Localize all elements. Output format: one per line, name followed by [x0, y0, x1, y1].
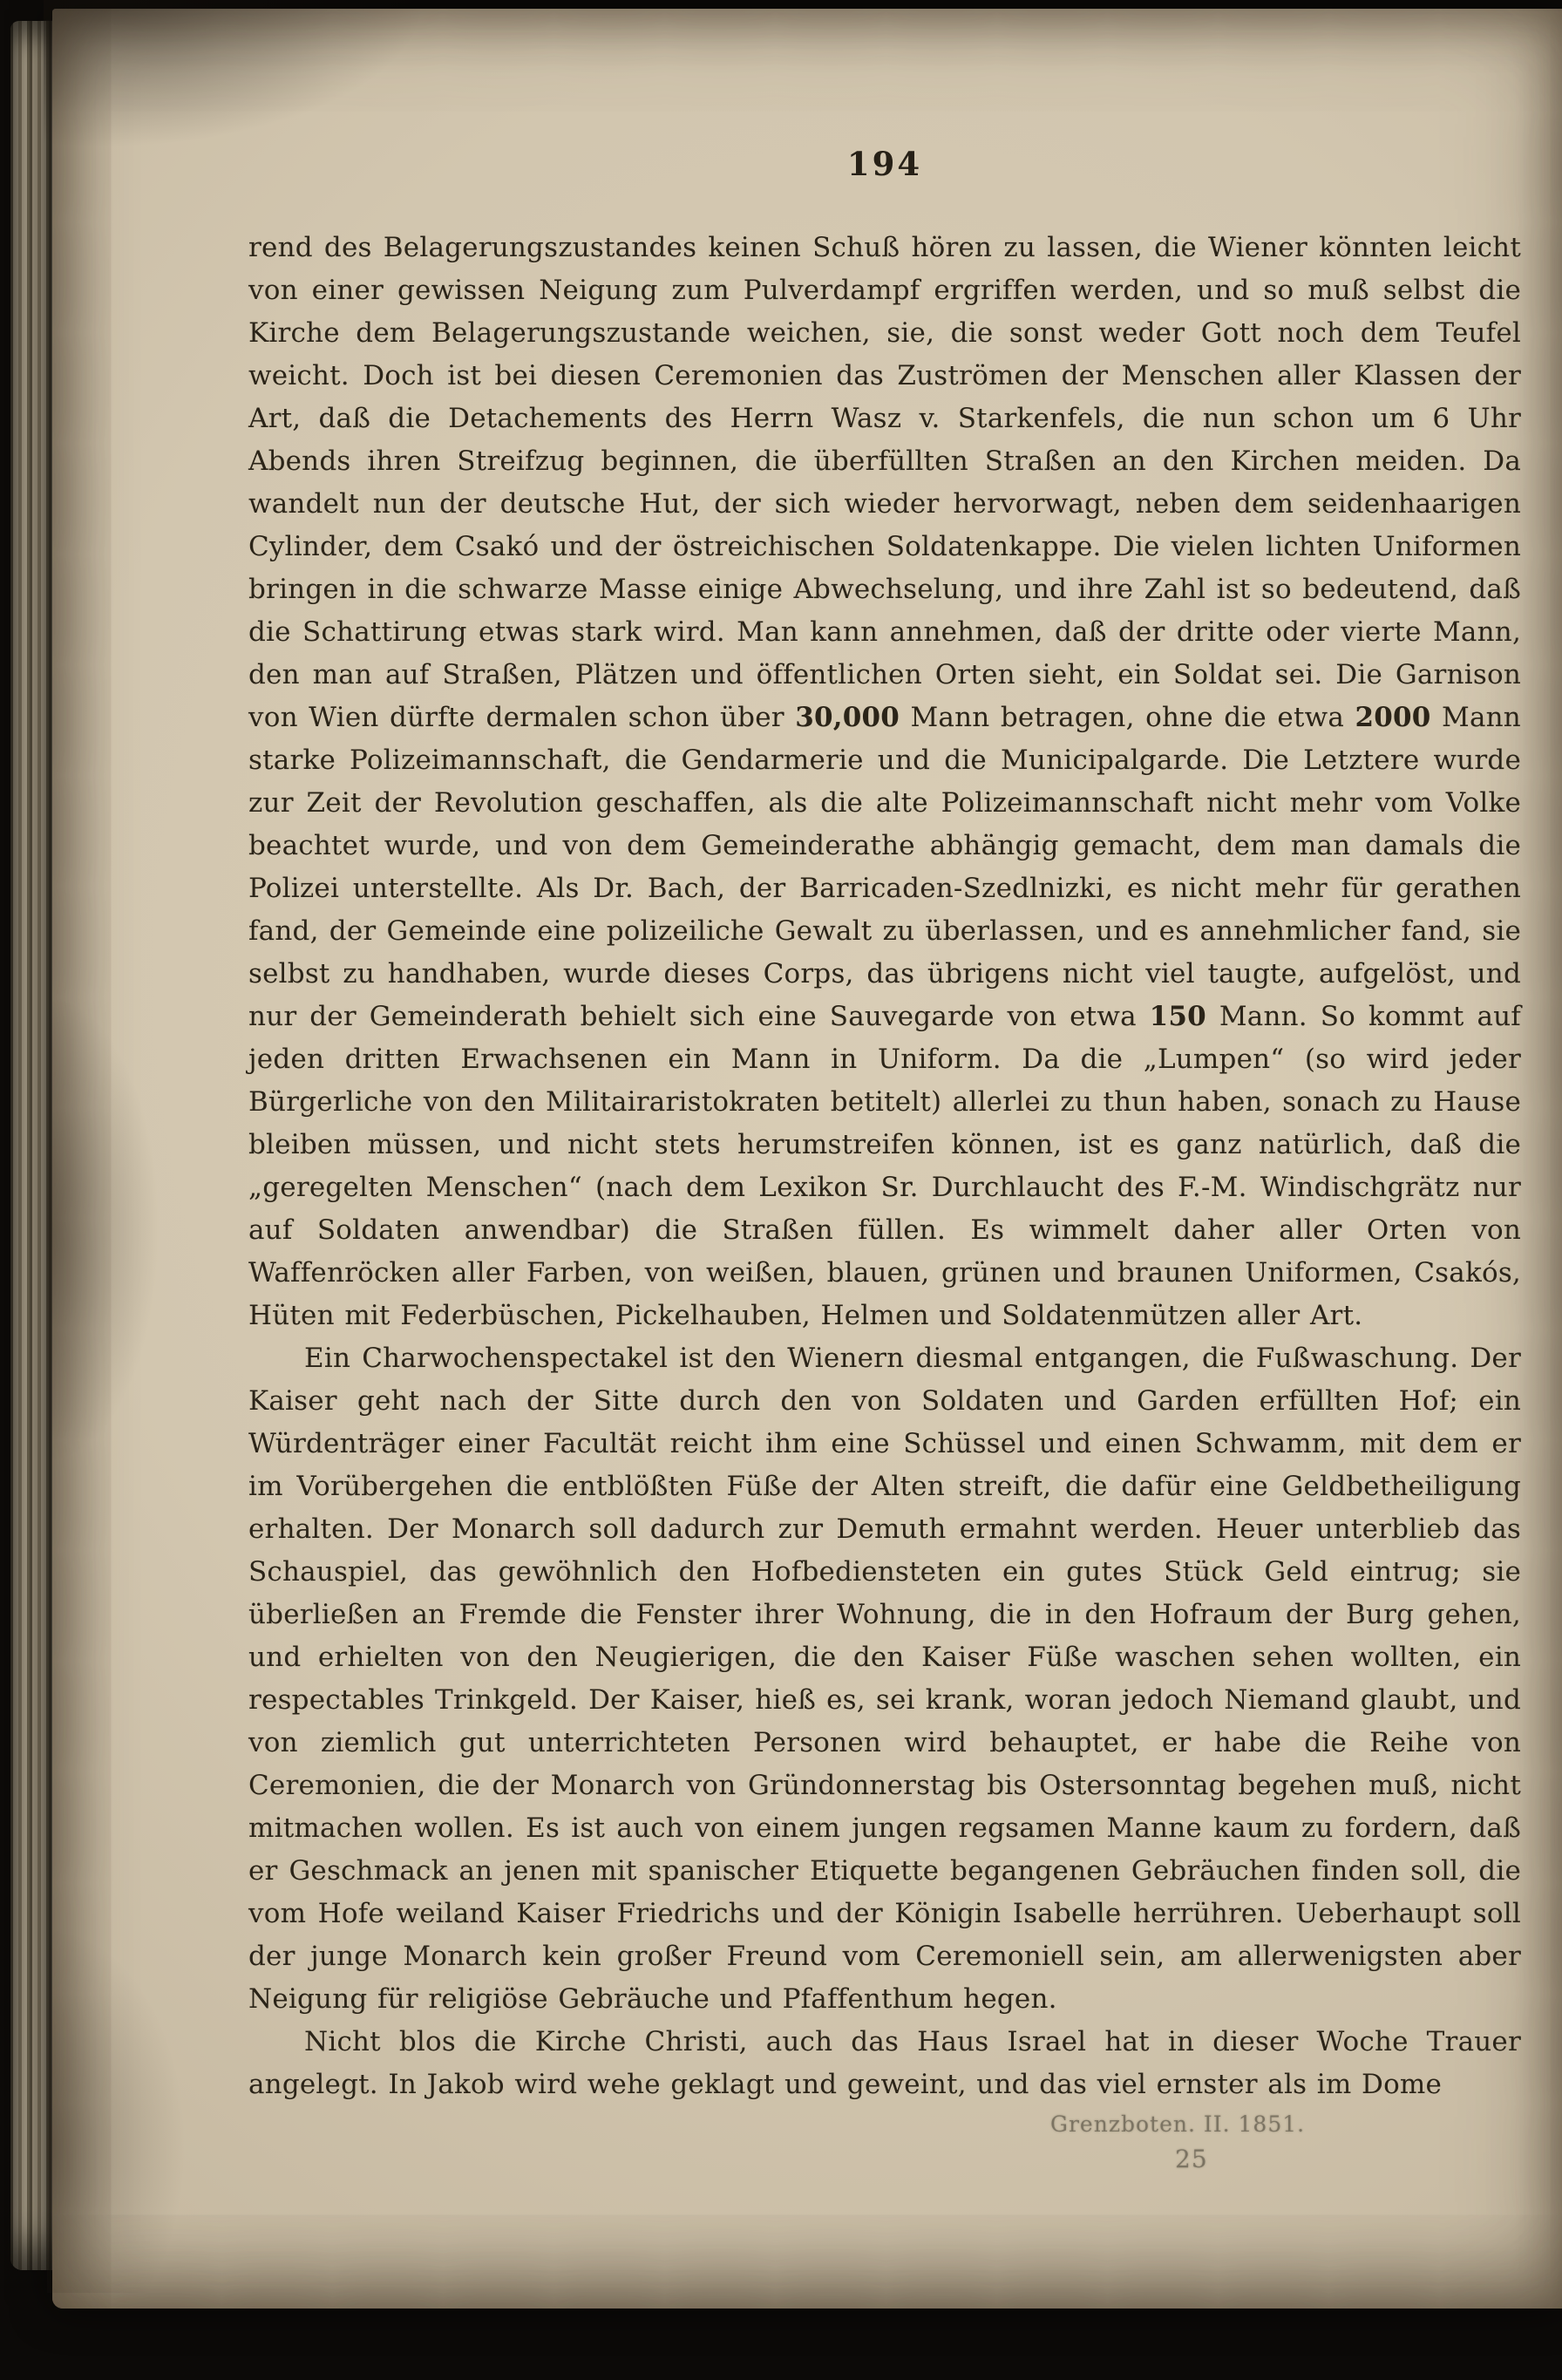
- paragraph: [248, 2021, 1521, 2106]
- book-page-edges: [10, 21, 56, 2270]
- bold-run: 150: [1149, 1001, 1206, 1032]
- text-run: Mann betragen, ohne die etwa: [900, 702, 1355, 733]
- bold-run: 30,000: [795, 702, 900, 733]
- corner-shadow: [44, 0, 427, 148]
- paragraph: [248, 1337, 1521, 2021]
- text-run: Nicht blos die Kirche Christi, auch das Haus Israel hat in dieser Woche Trauer angelegt. In Jakob wird wehe geklagt und geweint, und das viel ernster als im Dome: [248, 2026, 1521, 2100]
- footer-imprint-showthrough: Grenzboten. II. 1851.: [1050, 2111, 1306, 2137]
- text-run: rend des Belagerungszustandes keinen Schuß hören zu lassen, die Wiener könnten leicht von einer gewissen Neigung zum Pulverdampf ergriffen werden, und so muß selbst die Kirche dem Belagerungszustande weichen, sie, die sonst weder Gott noch dem Teufel weicht. Doch ist bei diesen Ceremonien das Zuströmen der Menschen aller Klassen der Art, daß die Detachements des Herrn Wasz v. Starkenfels, die nun schon um 6 Uhr Abends ihren Streifzug beginnen, die überfüllten Straßen an den Kirchen meiden. Da wandelt nun der deutsche Hut, der sich wieder hervorwagt, neben dem seidenhaarigen Cylinder, dem Csakó und der östreichischen Soldatenkappe. Die vielen lichten Uniformen bringen in die schwarze Masse einige Abwechselung, und ihre Zahl ist so bedeutend, daß die Schattirung etwas stark wird. Man kann annehmen, daß der dritte oder vierte Mann, den man auf Straßen, Plätzen und öffentlichen Orten sieht, ein Soldat sei. Die Garnison von Wien dürfte dermalen schon über: [248, 232, 1521, 733]
- body-text: [248, 227, 1521, 2106]
- paragraph: [248, 227, 1521, 1337]
- footer-signature-showthrough: 25: [1175, 2145, 1208, 2173]
- bottom-left-smudge: [47, 1927, 187, 2293]
- text-run: Mann. So kommt auf jeden dritten Erwachsenen ein Mann in Uniform. Da die „Lumpen“ (so wird jeder Bürgerliche von den Militairaristokraten betitelt) allerlei zu thun haben, sonach zu Hause bleiben müssen, und nicht stets herumstreifen können, ist es ganz natürlich, daß die „geregelten Menschen“ (nach dem Lexikon Sr. Durchlaucht des F.-M. Windischgrätz nur auf Soldaten anwendbar) die Straßen füllen. Es wimmelt daher aller Orten von Waffenröcken aller Farben, von weißen, blauen, grünen und braunen Uniformen, Csakós, Hüten mit Federbüschen, Pickelhauben, Helmen und Soldatenmützen aller Art.: [248, 1001, 1521, 1331]
- bold-run: 2000: [1355, 702, 1431, 733]
- page-number: 194: [846, 145, 923, 183]
- scanned-page: [52, 9, 1562, 2309]
- left-edge-smudge: [47, 994, 160, 1465]
- text-run: Mann starke Polizeimannschaft, die Gendarmerie und die Municipalgarde. Die Letztere wurde zur Zeit der Revolution geschaffen, als die alte Polizeimannschaft nicht mehr vom Volke beachtet wurde, und von dem Gemeinderathe abhängig gemacht, dem man damals die Polizei unterstellte. Als Dr. Bach, der Barricaden-Szedlnizki, es nicht mehr für gerathen fand, der Gemeinde eine polizeiliche Gewalt zu überlassen, und es annehmlicher fand, sie selbst zu handhaben, wurde dieses Corps, das übrigens nicht viel taugte, aufgelöst, und nur der Gemeinderath behielt sich eine Sauvegarde von etwa: [248, 702, 1521, 1032]
- text-run: Ein Charwochenspectakel ist den Wienern diesmal entgangen, die Fußwaschung. Der Kaiser geht nach der Sitte durch den von Soldaten und Garden erfüllten Hof; ein Würdenträger einer Facultät reicht ihm eine Schüssel und einen Schwamm, mit dem er im Vorübergehen die entblößten Füße der Alten streift, die dafür eine Geldbetheiligung erhalten. Der Monarch soll dadurch zur Demuth ermahnt werden. Heuer unterblieb das Schauspiel, das gewöhnlich den Hofbediensteten ein gutes Stück Geld eintrug; sie überließen an Fremde die Fenster ihrer Wohnung, die in den Hofraum der Burg gehen, und erhielten von den Neugierigen, die den Kaiser Füße waschen sehen wollten, ein respectables Trinkgeld. Der Kaiser, hieß es, sei krank, woran jedoch Niemand glaubt, und von ziemlich gut unterrichteten Personen wird behauptet, er habe die Reihe von Ceremonien, die der Monarch von Gründonnerstag bis Ostersonntag begehen muß, nicht mitmachen wollen. Es ist auch von einem jungen regsamen Manne kaum zu fordern, daß er Geschmack an jenen mit spanischer Etiquette begangenen Gebräuchen finden soll, die vom Hofe weiland Kaiser Friedrichs und der Königin Isabelle herrühren. Ueberhaupt soll der junge Monarch kein großer Freund vom Ceremoniell sein, am allerwenigsten aber Neigung für religiöse Gebräuche und Pfaffenthum hegen.: [248, 1343, 1521, 2015]
